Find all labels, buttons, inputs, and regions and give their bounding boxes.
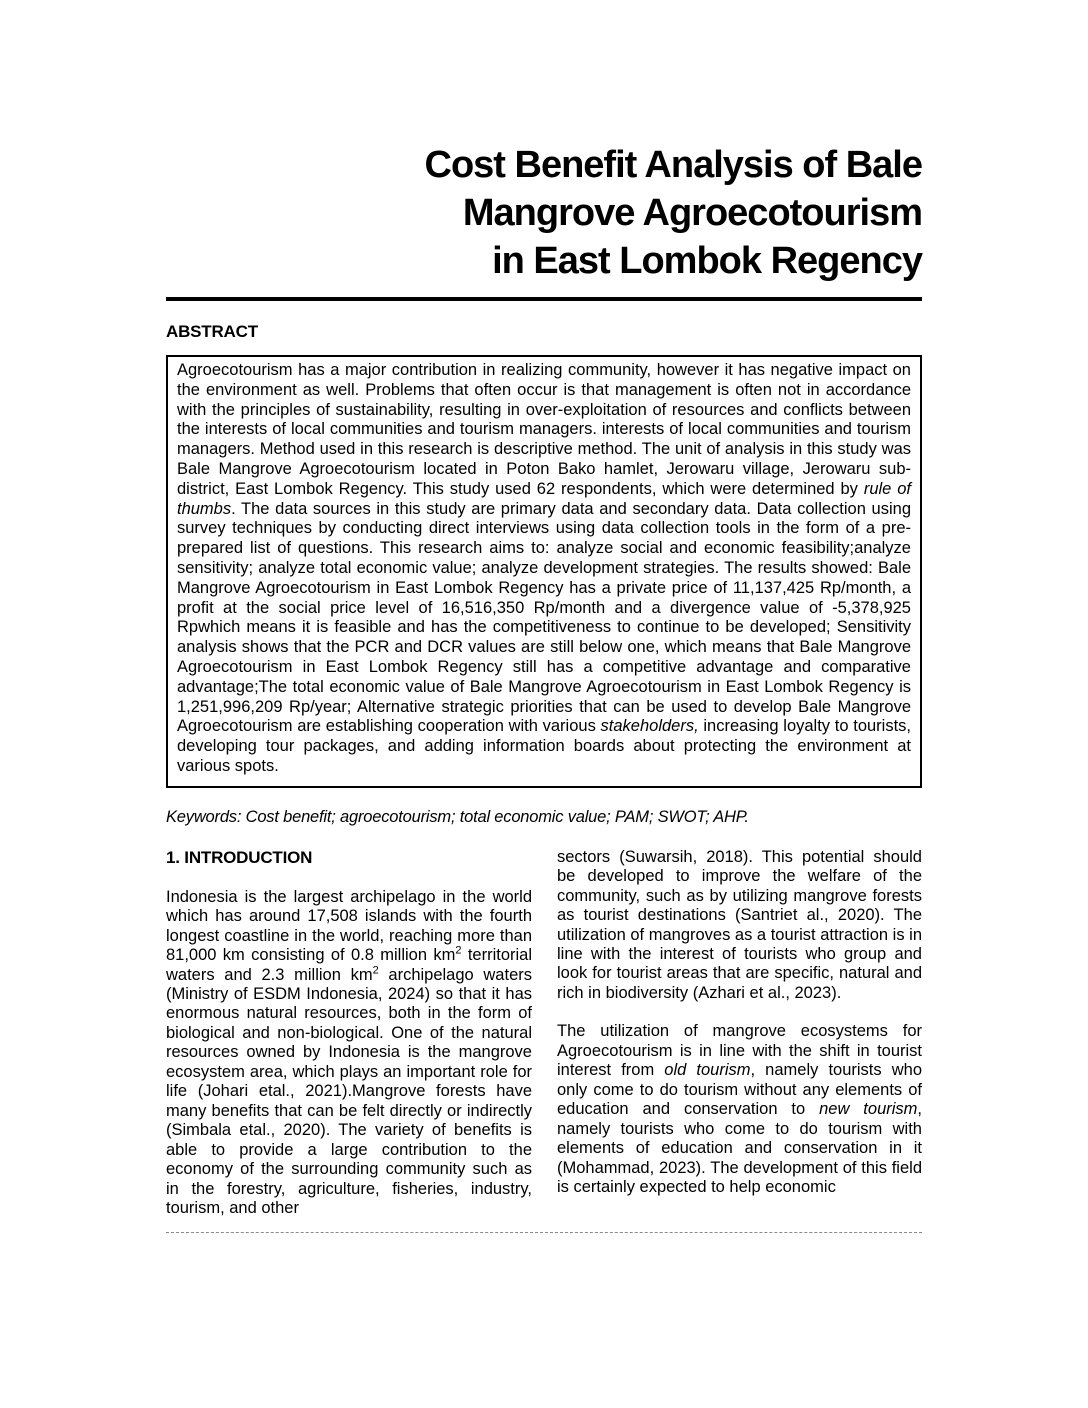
footer-divider-rule bbox=[166, 1232, 922, 1233]
abstract-text-segment-1: Agroecotourism has a major contribution in realizing community, however it has negative impact on the environment as well. Problems that often occur is that management is often not in accordance with the principles of sustainability, resulting in over-exploitation of resources and conflicts between the interests of local communities and tourism managers. interests of local communities and tourism managers. Method used in this research is descriptive method. The unit of analysis in this study was Bale Mangrove Agroecotourism located in Poton Bako hamlet, Jerowaru village, Jerowaru sub-district, East Lombok Regency. This study used 62 respondents, which were determined by bbox=[177, 361, 911, 498]
abstract-box bbox=[166, 355, 922, 788]
introduction-left-paragraph bbox=[166, 888, 532, 1219]
abstract-italic-term-2: stakeholders, bbox=[600, 717, 699, 736]
intro-left-segment-2: territorial waters and 2.3 million km bbox=[166, 946, 533, 984]
introduction-right-paragraph-1: sectors (Suwarsih, 2018). This potential should be developed to improve the welfare of the community, such as by utilizing mangrove forests as tourist destinations (Santriet al., 2020). The utilization of mangroves as a tourist attraction is in line with the interest of tourists who group and look for tourist areas that are specific, natural and rich in biodiversity (Azhari et al., 2023). bbox=[557, 847, 923, 1002]
abstract-paragraph bbox=[177, 361, 911, 777]
paper-title-line-1: Cost Benefit Analysis of Bale bbox=[424, 144, 922, 186]
paper-title-line-2: Mangrove Agroecotourism bbox=[462, 192, 922, 234]
abstract-italic-term-1: rule of thumbs bbox=[177, 479, 911, 518]
intro-right-segment-3: , namely tourists who come to do tourism with elements of education and conservation in it (Mohammad, 2023). The development of this field is certainly expected to help economic bbox=[557, 1100, 922, 1196]
abstract-heading: ABSTRACT bbox=[166, 322, 258, 341]
intro-left-segment-1: Indonesia is the largest archipelago in the world which has around 17,508 islands with the fourth longest coastline in the world, reaching more than 81,000 km consisting of 0.8 million km bbox=[166, 887, 532, 965]
keywords-line: Keywords: Cost benefit; agroecotourism; total economic value; PAM; SWOT; AHP. bbox=[166, 807, 749, 826]
abstract-text-segment-2: . The data sources in this study are primary data and secondary data. Data collection using survey techniques by conducting direct interviews using data collection tools in the form of a pre-prepared list of questions. This research aims to: analyze social and economic feasibility;analyze sensitivity; analyze total economic value; analyze development strategies. The results showed: Bale Mangrove Agroecotourism in East Lombok Regency has a private price of 11,137,425 Rp/month, a profit at the social price level of 16,516,350 Rp/month and a divergence value of -5,378,925 Rpwhich means it is feasible and has the competitiveness to continue to be developed; Sensitivity analysis shows that the PCR and DCR values are still below one, which means that Bale Mangrove Agroecotourism in East Lombok Regency still has a competitive advantage and comparative advantage;The total economic value of Bale Mangrove Agroecotourism in East Lombok Regency is 1,251,996,209 Rp/year; Alternative strategic priorities that can be used to develop Bale Mangrove Agroecotourism are establishing cooperation with various bbox=[177, 499, 911, 736]
intro-left-segment-3: archipelago waters (Ministry of ESDM Indonesia, 2024) so that it has enormous natural resources, both in the form of biological and non-biological. One of the natural resources owned by Indonesia is the mangrove ecosystem area, which plays an important role for life (Johari etal., 2021).Mangrove forests have many benefits that can be felt directly or indirectly (Simbala etal., 2020). The variety of benefits is able to provide a large contribution to the economy of the surrounding community such as in the forestry, agriculture, fisheries, industry, tourism, and other bbox=[166, 965, 532, 1217]
intro-right-segment-1: The utilization of mangrove ecosystems for Agroecotourism is in line with the shift in tourist interest from bbox=[557, 1022, 922, 1080]
introduction-right-paragraph-2 bbox=[557, 1022, 922, 1197]
paper-title bbox=[166, 141, 922, 285]
introduction-heading: 1. INTRODUCTION bbox=[166, 847, 313, 867]
page-content bbox=[166, 0, 922, 1218]
new-tourism-italic-term: new tourism bbox=[819, 1100, 918, 1119]
km-squared-superscript-2: 2 bbox=[372, 964, 379, 977]
introduction-columns bbox=[166, 848, 922, 1219]
title-divider-rule bbox=[166, 297, 922, 301]
introduction-left-column bbox=[166, 848, 532, 1219]
old-tourism-italic-term: old tourism bbox=[664, 1061, 751, 1080]
paper-title-line-3: in East Lombok Regency bbox=[492, 240, 922, 282]
abstract-text-segment-3: increasing loyalty to tourists, developing tour packages, and adding information boards about protecting the environment at various spots. bbox=[177, 717, 911, 775]
intro-right-segment-2: , namely tourists who only come to do tourism without any elements of education and conservation to bbox=[557, 1061, 922, 1119]
introduction-right-column bbox=[557, 848, 922, 1219]
km-squared-superscript-1: 2 bbox=[455, 944, 462, 957]
